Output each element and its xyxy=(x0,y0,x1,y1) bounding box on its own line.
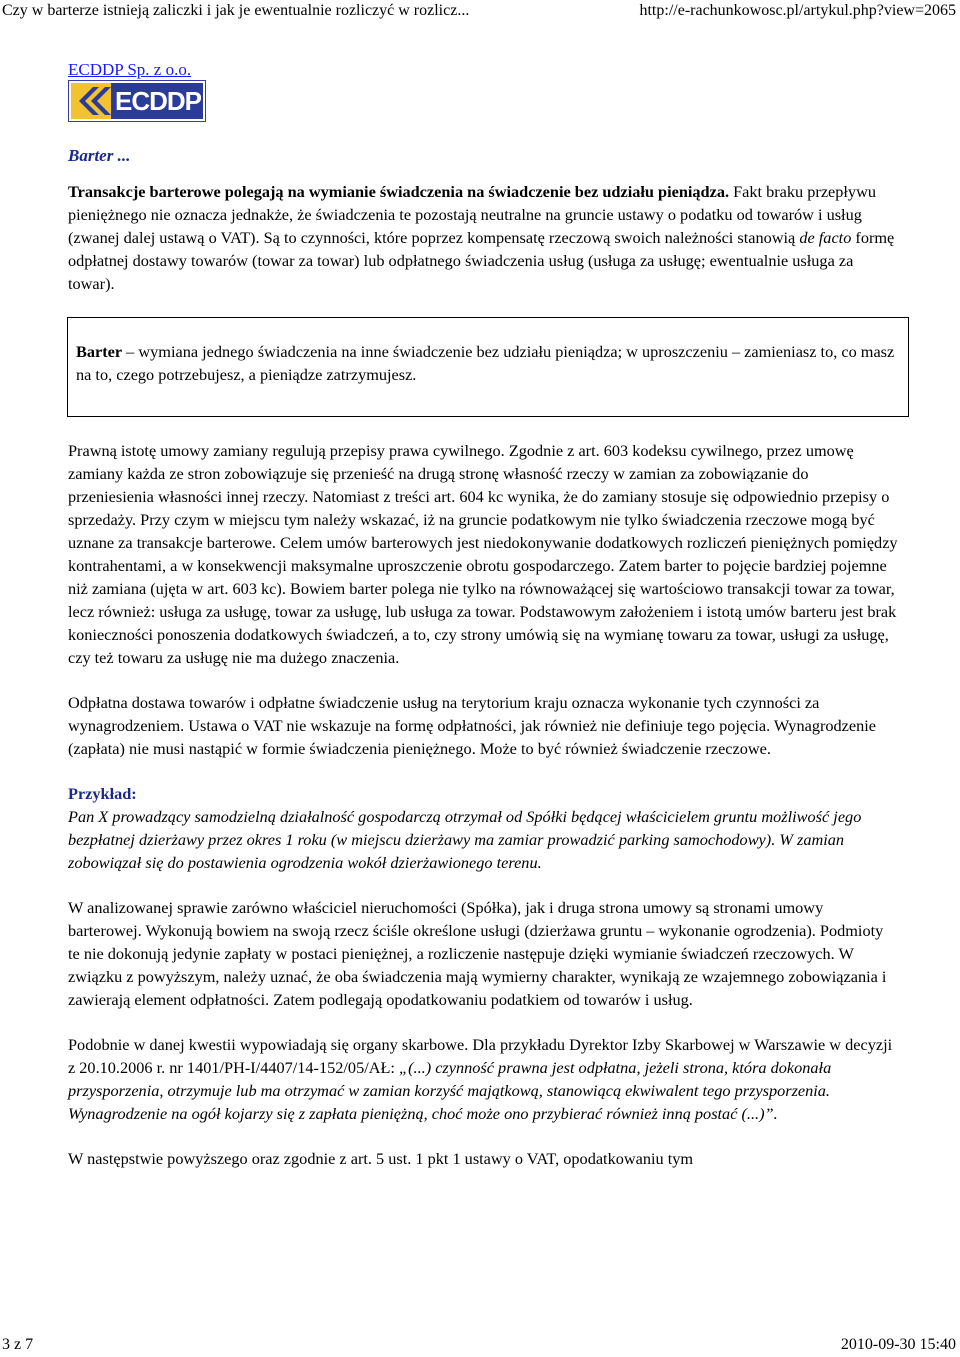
definition-box xyxy=(67,317,909,417)
paragraph-civil-law: Prawną istotę umowy zamiany regulują przepisy prawa cywilnego. Zgodnie z art. 603 kodeksu cywilnego, przez umowę zamiany każda ze stron zobowiązuje się przenieść na drugą stronę własność rzeczy w zamian za zobowiązanie do przeniesienia własności innej rzeczy. Natomiast z treści art. 604 kc wynika, że do zamiany stosuje się odpowiednio przepisy o sprzedaży. Przy czym w miejscu tym należy wskazać, iż na gruncie podatkowym nie tylko świadczenia rzeczowe mogą być uznane za transakcje barterowe. Celem umów barterowych jest niedokonywanie dodatkowych rozliczeń pieniężnych pomiędzy kontrahentami, a w konsekwencji maksymalne uproszczenie obrotu gospodarczego. Zatem barter to pojęcie bardziej pojemne niż zamiana (ujęta w art. 603 kc). Bowiem barter polega nie tylko na równoważącej się wartościowo transakcji towar za towar, lecz również: usługa za usługę, towar za usługę, lub usługa za towar. Podstawowym założeniem i istotą umów barteru jest brak konieczności ponoszenia dodatkowych świadczeń, a to, czy strony umówią się na wymianę towaru za towar, usługi za usługę, czy też towaru za usługę nie ma dużego znaczenia. xyxy=(68,441,898,667)
company-link[interactable]: ECDDP Sp. z o.o. xyxy=(68,60,192,79)
page-url[interactable]: http://e-rachunkowosc.pl/artykul.php?view=2065 xyxy=(639,2,956,19)
intro-text-b: formę odpłatnej dostawy towarów (towar za towar) lub odpłatnego świadczenia usług (usługa za usługę; ewentualnie usługa za towar). xyxy=(68,228,895,293)
definition-term: Barter xyxy=(76,342,123,361)
paragraph-analysis: W analizowanej sprawie zarówno właściciel nieruchomości (Spółka), jak i druga strona umowy są stronami umowy barterowej. Wykonują bowiem na swoją rzecz ściśle określone usługi (dzierżawa gruntu – wykonanie ogrodzenia). Podmioty te nie dokonują jedynie zapłaty w postaci pieniężnej, a rozliczenie następuje dzięki wymianie świadczeń rzeczowych. W związku z powyższym, należy uznać, że oba świadczenia mają wymierny charakter, wynikają ze wzajemnego zobowiązania i zawierają element odpłatności. Zatem podlegają opodatkowaniu podatkiem od towarów i usług. xyxy=(68,898,887,1009)
intro-bold: Transakcje barterowe polegają na wymianie świadczenia na świadczenie bez udziału pieniądza. xyxy=(68,182,730,201)
paragraph-tax-office xyxy=(68,1033,898,1125)
intro-paragraph xyxy=(68,180,898,295)
example-heading: Przykład: xyxy=(68,784,137,803)
logo-chevron-icon xyxy=(71,83,111,119)
paragraph-continuation: W następstwie powyższego oraz zgodnie z art. 5 ust. 1 pkt 1 ustawy o VAT, opodatkowaniu tym xyxy=(68,1149,694,1168)
print-datetime: 2010-09-30 15:40 xyxy=(840,1336,956,1353)
definition-box-wrap xyxy=(68,317,898,417)
logo-inner xyxy=(71,83,203,119)
example-paragraph xyxy=(68,782,898,874)
print-header xyxy=(0,0,960,22)
company-logo[interactable] xyxy=(68,80,206,122)
chevron-mark xyxy=(71,83,111,119)
paragraph-vat-payment: Odpłatna dostawa towarów i odpłatne świadczenie usług na terytorium kraju oznacza wykonanie tych czynności za wynagrodzeniem. Ustawa o VAT nie wskazuje na formę odpłatności, jak również nie definiuje tego pojęcia. Wynagrodzenie (zapłata) nie musi nastąpić w formie świadczenia pieniężnego. Może to być również świadczenie rzeczowe. xyxy=(68,693,877,758)
tax-office-quote: „(...) czynność prawna jest odpłatna, jeżeli strona, która dokonała przysporzenia, otrzymuje lub ma otrzymać w zamian korzyść majątkową, stanowiącą ekwiwalent tego przysporzenia. Wynagrodzenie na ogół kojarzy się z zapłata pieniężną, choć może ono przybierać również inną postać (...)”. xyxy=(68,1058,832,1123)
tax-office-text: Podobnie w danej kwestii wypowiadają się organy skarbowe. Dla przykładu Dyrektor Izby Skarbowej w Warszawie w decyzji z 20.10.2006 r. nr 1401/PH-I/4407/14-152/05/AŁ: xyxy=(68,1035,893,1077)
example-text: Pan X prowadzący samodzielną działalność gospodarczą otrzymał od Spółki będącej właścicielem gruntu możliwość jego bezpłatnej dzierżawy przez okres 1 roku (w miejscu dzierżawy ma zamiar prowadzić parking samochodowy). W zamian zobowiązał się do postawienia ogrodzenia wokół dzierżawionego terenu. xyxy=(68,807,862,872)
intro-text-a: Fakt braku przepływu pieniężnego nie oznacza jednakże, że świadczenia te pozostają neutralne na gruncie ustawy o podatku od towarów i usług (zwanej dalej ustawą o VAT). Są to czynności, które poprzez kompensatę rzeczową swoich należności stanowią xyxy=(68,182,876,247)
page-number: 3 z 7 xyxy=(2,1336,34,1353)
page-title: Czy w barterze istnieją zaliczki i jak je ewentualnie rozliczyć w rozlicz... xyxy=(2,2,470,19)
section-title: Barter ... xyxy=(68,146,131,165)
article-content xyxy=(68,58,898,1192)
logo-text: ECDDP xyxy=(115,85,202,116)
intro-italic: de facto xyxy=(799,228,852,247)
definition-text: – wymiana jednego świadczenia na inne świadczenie bez udziału pieniądza; w uproszczeniu – zamieniasz to, co masz na to, czego potrzebujesz, a pieniądze zatrzymujesz. xyxy=(76,342,895,384)
